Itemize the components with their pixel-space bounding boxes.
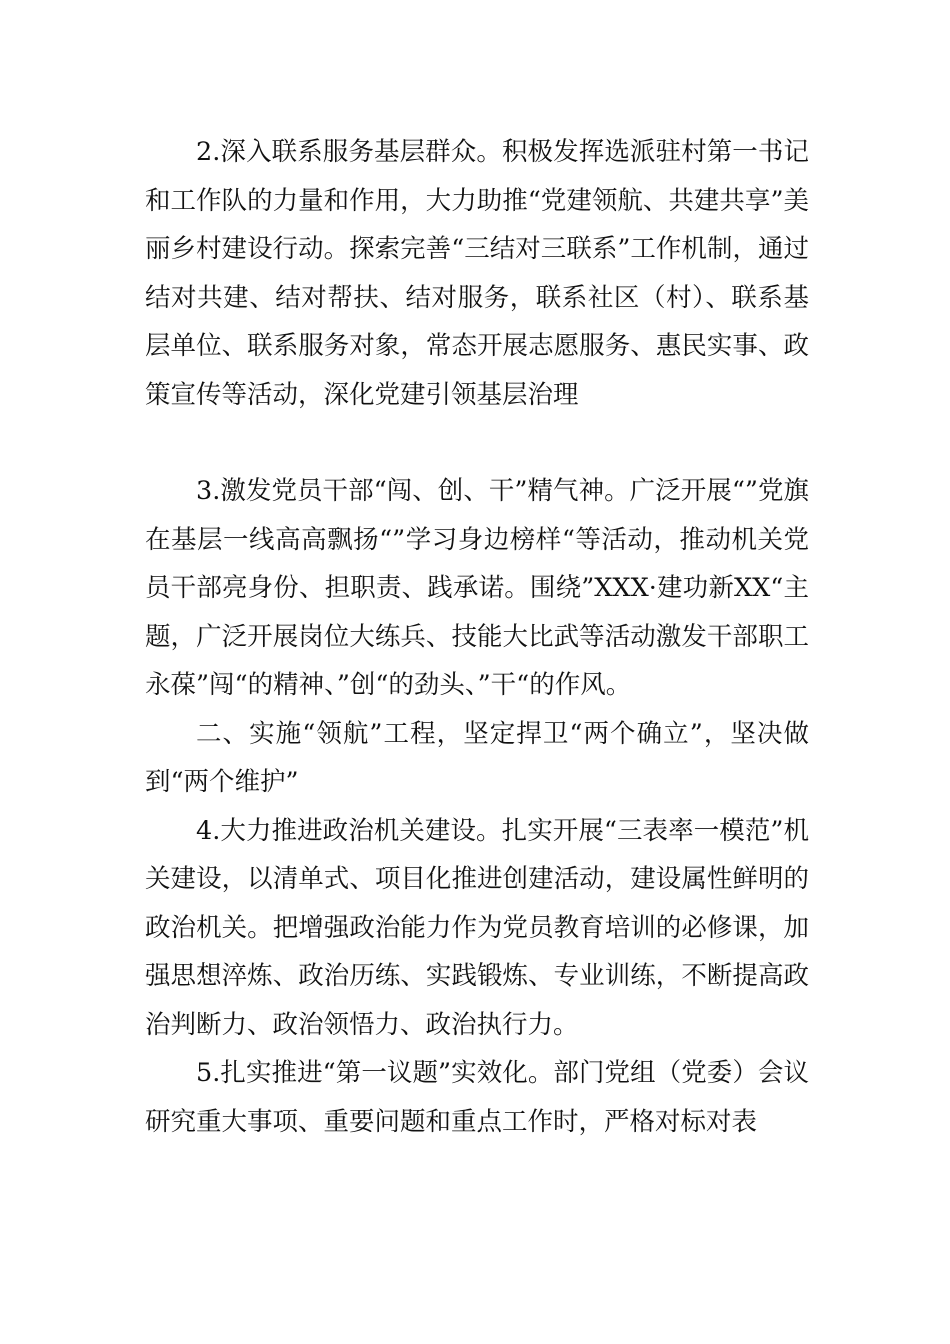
- paragraph-item-2: 2.深入联系服务基层群众。积极发挥选派驻村第一书记和工作队的力量和作用，大力助推“党建领航、共建共享”美丽乡村建设行动。探索完善“三结对三联系”工作机制，通过结对共建、结对帮扶、结对服务，联系社区（村）、联系基层单位、联系服务对象，常态开展志愿服务、惠民实事、政策宣传等活动，深化党建引领基层治理: [145, 137, 809, 410]
- paragraph-item-3: 3.激发党员干部“闯、创、干”精气神。广泛开展“”党旗在基层一线高高飘扬“”学习身边榜样“等活动，推动机关党员干部亮身份、担职责、践承诺。围绕”XXX·建功新XX“主题，广泛开展岗位大练兵、技能大比武等活动激发干部职工永葆”闯“的精神、”创“的劲头、”干“的作风。: [145, 476, 809, 700]
- document-body: [145, 128, 809, 1146]
- section-heading-2: 二、实施“领航”工程，坚定捍卫“两个确立”，坚决做到“两个维护”: [145, 718, 809, 797]
- paragraph-item-4: 4.大力推进政治机关建设。扎实开展“三表率一模范”机关建设，以清单式、项目化推进创建活动，建设属性鲜明的政治机关。把增强政治能力作为党员教育培训的必修课，加强思想淬炼、政治历练、实践锻炼、专业训练，不断提高政治判断力、政治领悟力、政治执行力。: [145, 815, 809, 1040]
- paragraph-item-5: 5.扎实推进“第一议题”实效化。部门党组（党委）会议研究重大事项、重要问题和重点工作时，严格对标对表: [145, 1058, 809, 1137]
